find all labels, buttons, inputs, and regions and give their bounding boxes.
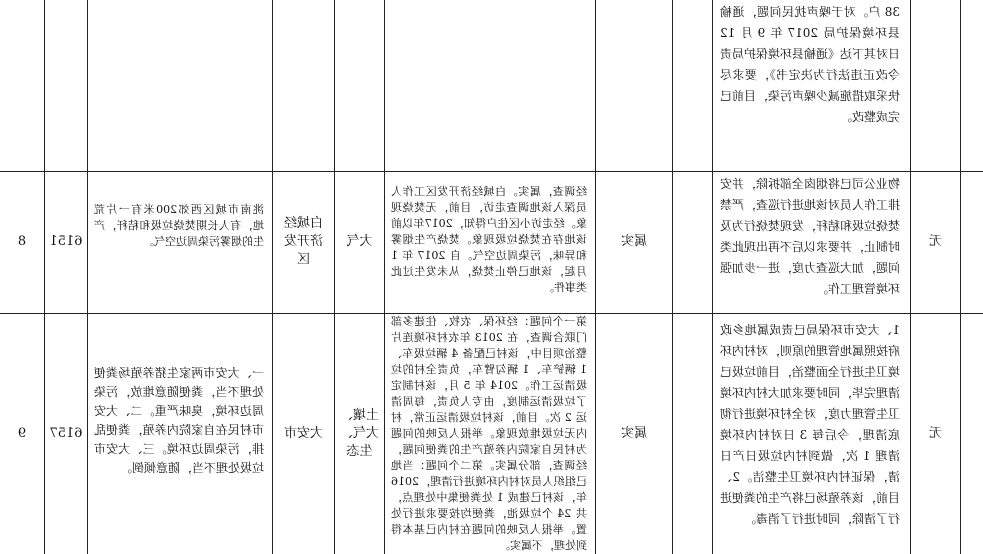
row-3-seq: 9 — [17, 426, 27, 441]
row-3-problem-cell — [88, 314, 272, 554]
grid-line — [712, 0, 713, 554]
row-2-accountability: 无 — [929, 234, 943, 249]
row-2-problem-cell — [88, 172, 272, 312]
row-2-code-cell — [45, 172, 87, 312]
row-3-location-cell — [273, 314, 334, 554]
row-2-location-cell — [273, 172, 334, 312]
row-2-problem: 洮南市城区西郊200米有一片荒地，有人长期焚烧垃圾和秸秆，产生的烟雾污染周边空气。 — [94, 203, 264, 248]
row-3-accountability: 无 — [929, 426, 943, 441]
row-3-verified-cell — [596, 314, 672, 554]
row-2-rectification-cell — [714, 172, 910, 312]
row-3-category: 土壤、大气、生态 — [340, 408, 380, 459]
row-2-seq: 8 — [17, 234, 27, 249]
row-3-verified: 属实 — [621, 426, 648, 441]
row-1-rectification-cell — [714, 0, 910, 170]
grid-line — [672, 0, 673, 554]
row-3-investigation-cell — [385, 314, 595, 554]
row-2-seq-cell — [0, 172, 44, 312]
row-2-category-cell — [335, 172, 384, 312]
row-2-code: 6151 — [49, 234, 83, 249]
row-3-rectification: 1、大安市环保局已责成属地乡政府按照属地管理的原则，对村内环境卫生进行全面整治，目前垃圾已清理完毕，同时要求加大村内环境卫生管理力度，对全村环境进行彻底清理，今后每 3 日对村内环境清理 1 次，做到村内垃圾日产日清，保证村内环境卫生整洁。2、目前，该养殖场已将产生的粪便进行了清除，同时进行了消毒。 — [719, 323, 900, 526]
row-3-code: 6157 — [49, 426, 83, 441]
row-3-rectification-cell — [714, 314, 910, 554]
row-2-rectification: 物业公司已将烟囱全部拆除，并安排工作人员对该地进行巡查，严禁焚烧垃圾和秸秆，发现焚烧行为及时制止，并要求以后不再出现此类问题，加大巡查力度，进一步加强环境管理工作。 — [719, 177, 900, 296]
row-2-verified: 属实 — [621, 234, 648, 249]
row-3-location: 大安市 — [284, 426, 324, 441]
row-2-location: 白城经济开发区 — [284, 216, 324, 267]
row-3-seq-cell — [0, 314, 44, 554]
row-3-investigation: 第一个问题：经环保、农牧、住建多部门联合调查，在 2013 年农村环境连片整治项目中，该村已配备 4 辆垃圾车、1 辆铲车、1 辆勾臂车，负责全村的垃圾清运工作。2014 年 5 月，该村制定了垃圾清运制度，由专人负责，每周清运 2 次。目前，该村垃圾清运正常，村内无垃圾堆放现象。举报人反映的问题为村民自家院内养殖产生的粪便问题，经调查，部分属实。第二个问题：当地已组织人员对村内环境进行清理，2016 年，该村已建成 1 处粪便集中处理点，共 24 个垃圾池，粪便均按要求进行处置。举报人反映的问题在村内已基本得到处理，不属实。 — [391, 315, 587, 552]
row-2-category: 大气 — [346, 234, 373, 249]
row-3-accountability-cell — [911, 314, 960, 554]
row-2-investigation: 经调查，属实。白城经济开发区工作人员深入该地调查走访，目前，无焚烧现象。经走访小区住户得知，2017年以前该地存在焚烧垃圾现象。焚烧产生烟雾和异味，污染周边空气。自 2017 年 1 月起，该地已停止焚烧，从未发生过此类事件。 — [391, 185, 587, 294]
row-2-investigation-cell — [385, 172, 595, 312]
row-3-code-cell — [45, 314, 87, 554]
grid-line — [960, 0, 961, 554]
row-3-category-cell — [335, 314, 384, 554]
row-1-rectification-text: 38 户。对于噪声扰民问题，通榆县环境保护局 2017 年 9 月 12 日对其下达《通榆县环境保护局责令改正违法行为决定书》，要求尽快采取措施减少噪声污染，目前已完成整改。 — [719, 5, 900, 124]
row-3-problem: 一、大安市两家生猪养殖场粪便处理不当，粪便随意堆放，污染周边环境，臭味严重。二、大安市村民在自家院内养殖，粪便乱排，污染周边环境。三、大安市垃圾处理不当，随意倾倒。 — [94, 366, 264, 475]
row-2-verified-cell — [596, 172, 672, 312]
row-2-accountability-cell — [911, 172, 960, 312]
